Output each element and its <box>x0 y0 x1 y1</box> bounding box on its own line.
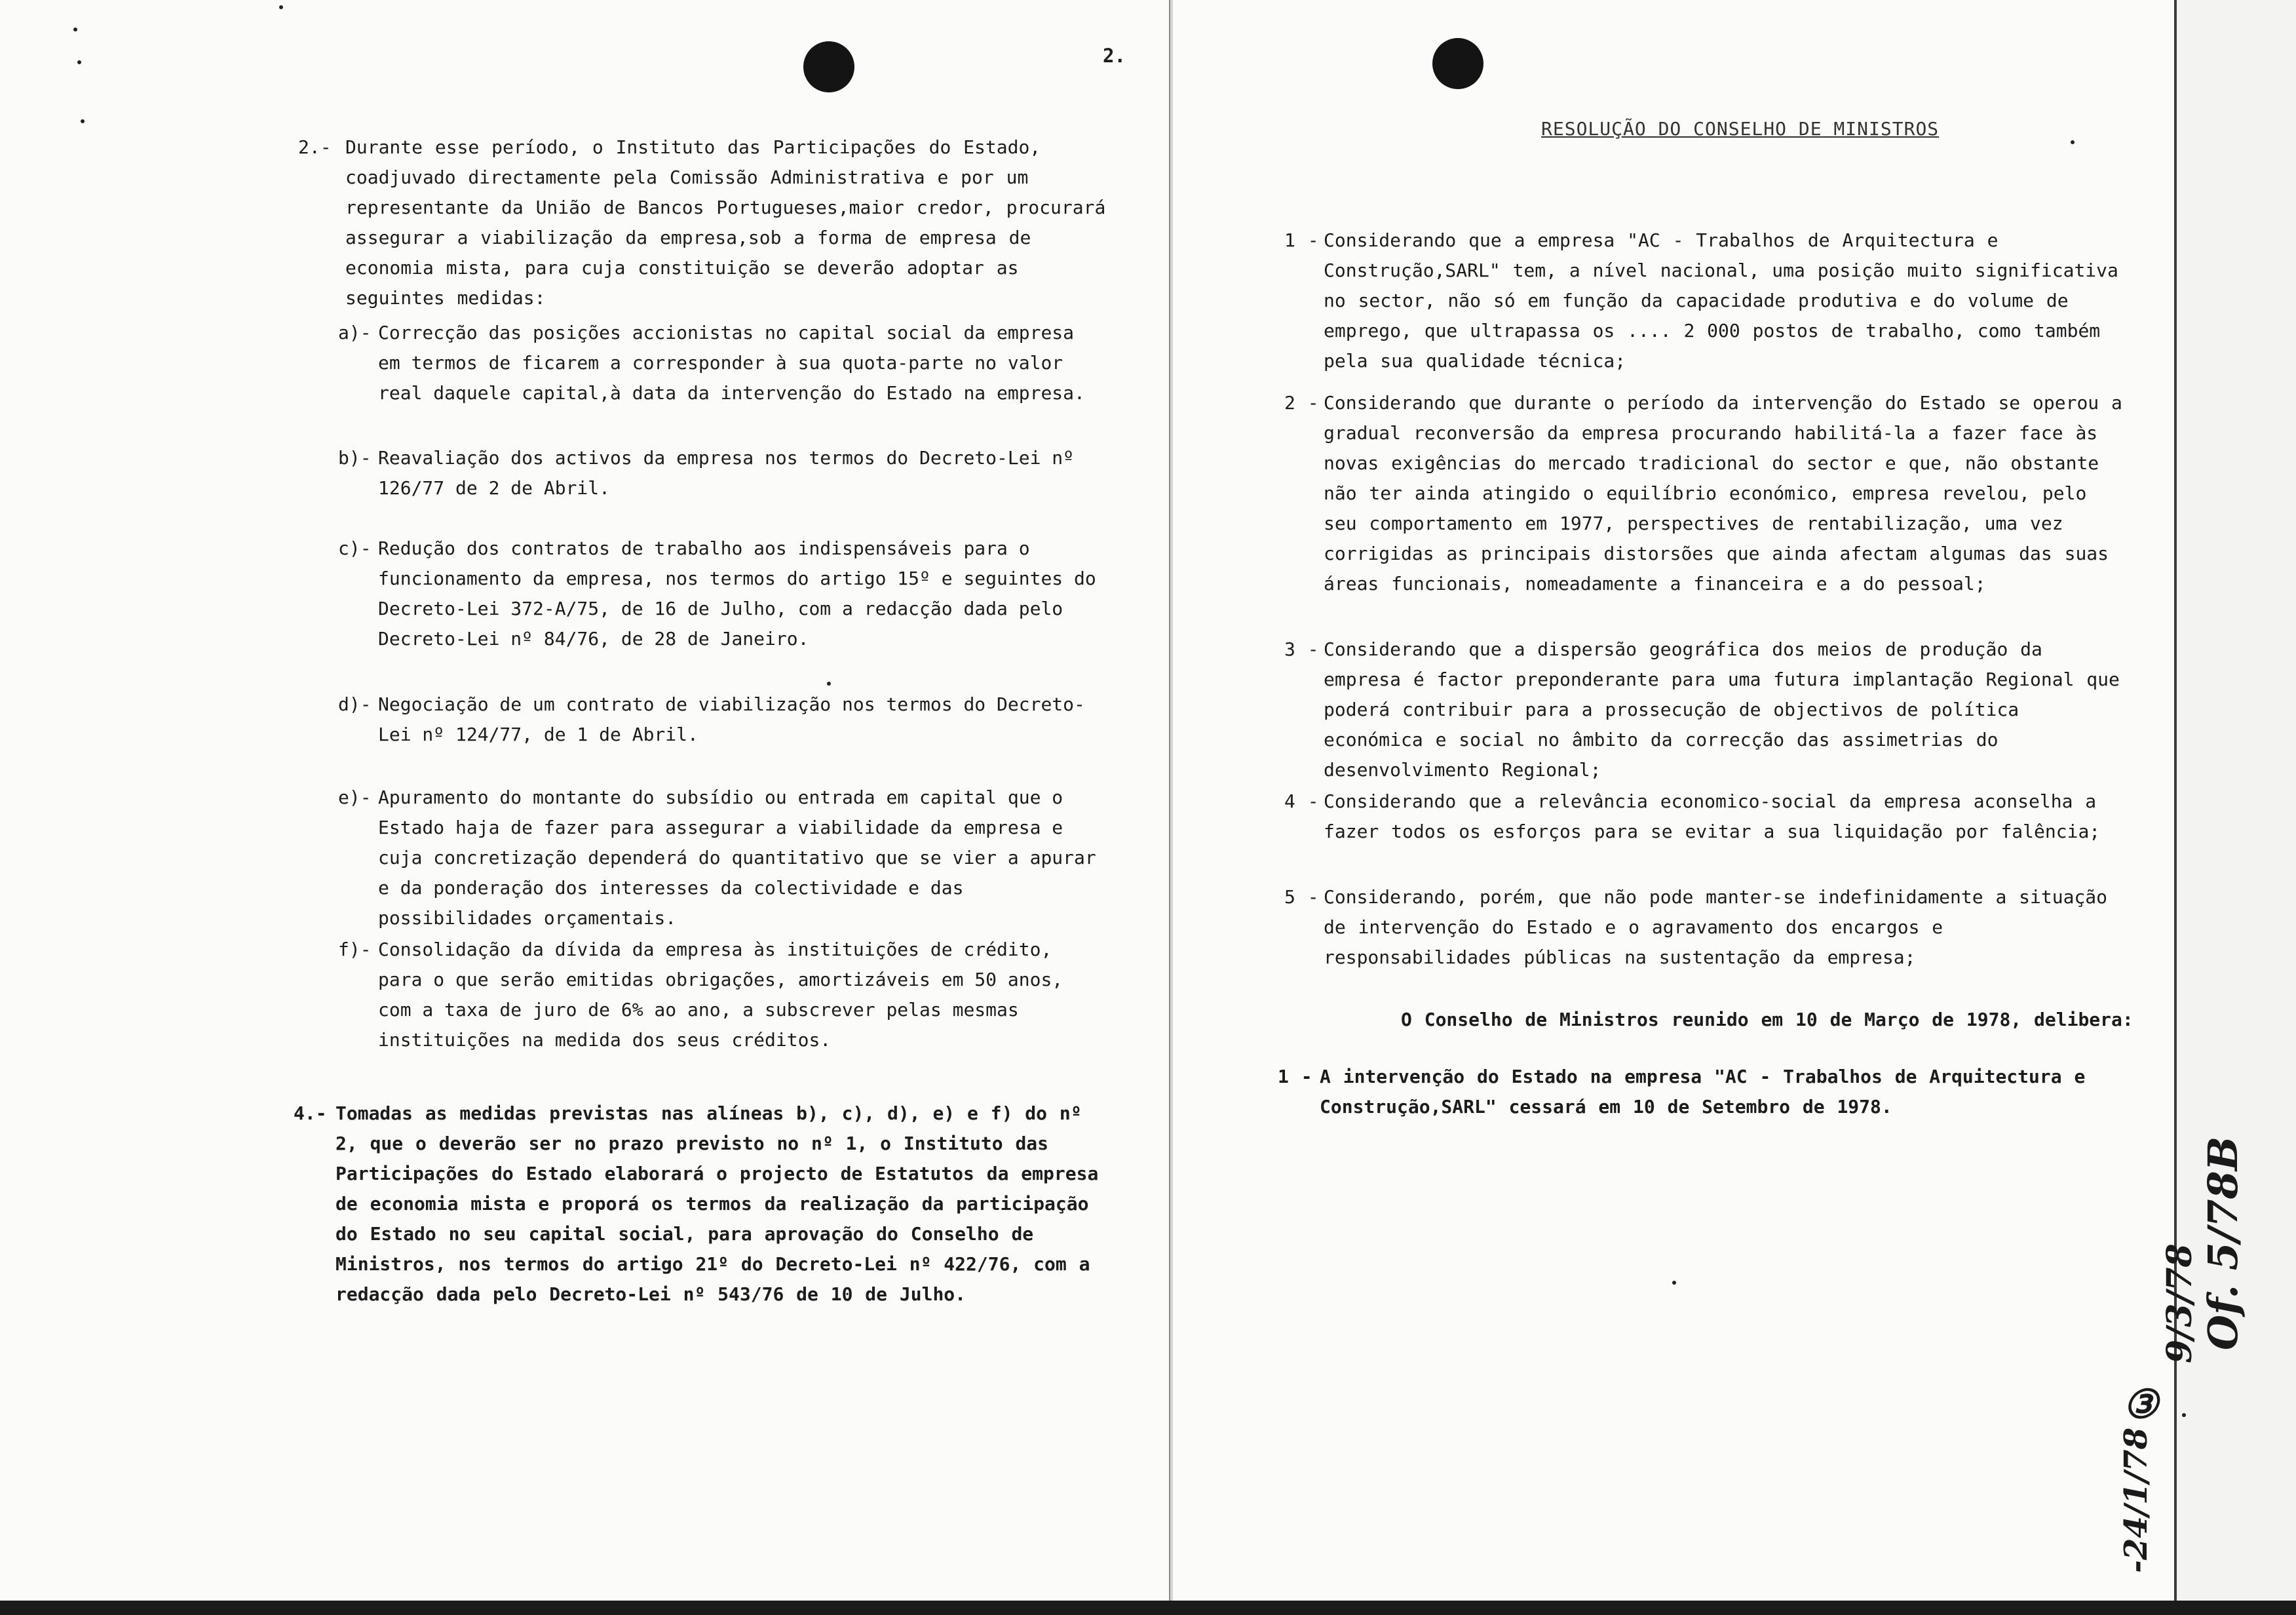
consideration-5 <box>1284 882 2130 973</box>
item-d-text: Negociação de um contrato de viabilização nos termos do Decreto-Lei nº 124/77, de 1 de Abril. <box>378 693 1085 745</box>
item-label-f: f)- <box>338 939 372 960</box>
paragraph-number: 2.- <box>298 136 332 158</box>
item-c-text: Redução dos contratos de trabalho aos indispensáveis para o funcionamento da empresa, nos termos do artigo 15º e seguintes do Decreto-Lei 372-A/75, de 16 de Julho, com a redacção dada pelo Decreto-Lei nº 84/76, de 28 de Janeiro. <box>378 537 1096 650</box>
consideration-text: Considerando que a dispersão geográfica dos meios de produção da empresa é factor preponderante para uma futura implantação Regional que poderá contribuir para a prossecução de objectivos de política económica e social no âmbito da correcção das assimetrias do desenvolvimento Regional; <box>1324 638 2120 781</box>
item-f-text: Consolidação da dívida da empresa às instituições de crédito, para o que serão emitidas obrigações, amortizáveis em 50 anos, com a taxa de juro de 6% ao ano, a subscrever pelas mesmas instituições na medida dos seus créditos. <box>378 939 1063 1051</box>
scan-speck <box>1672 1281 1676 1285</box>
scan-speck <box>73 28 77 31</box>
consideration-1 <box>1284 225 2130 376</box>
handwritten-note-reference: Of. 5/78B <box>2199 1136 2247 1350</box>
adjacent-page-strip <box>2174 0 2296 1615</box>
deliberation-intro: O Conselho de Ministros reunido em 10 de Março de 1978, delibera: <box>1401 1009 2133 1030</box>
consideration-3 <box>1284 634 2130 785</box>
consideration-text: Considerando que a relevância economico-social da empresa aconselha a fazer todos os esforços para se evitar a sua liquidação por falência; <box>1324 790 2101 842</box>
consideration-number: 1 - <box>1284 229 1319 251</box>
consideration-number: 5 - <box>1284 886 1319 908</box>
scan-bottom-edge <box>0 1601 2296 1615</box>
item-b-text: Reavaliação dos activos da empresa nos termos do Decreto-Lei nº 126/77 de 2 de Abril. <box>378 447 1075 499</box>
punch-hole-right <box>1432 38 1483 89</box>
consideration-4 <box>1284 787 2130 847</box>
consideration-number: 2 - <box>1284 392 1319 414</box>
handwritten-note-date-2: -24/1/78 <box>2118 1428 2154 1573</box>
paragraph-text: Tomadas as medidas previstas nas alíneas b), c), d), e) e f) do nº 2, que o deverão ser no prazo previsto no nº 1, o Instituto das Participações do Estado elaborará o projecto de Estatutos da empresa de economia mista e proporá os termos da realização da participação do Estado no seu capital social, para aprovação do Conselho de Ministros, nos termos do artigo 21º do Decreto-Lei nº 422/76, com a redacção dada pelo Decreto-Lei nº 543/76 de 10 de Julho. <box>335 1102 1099 1305</box>
scan-speck <box>2071 140 2075 144</box>
paragraph-2 <box>298 132 1111 313</box>
paragraph-number: 4.- <box>294 1102 327 1124</box>
consideration-number: 4 - <box>1284 790 1319 812</box>
scan-speck <box>81 119 85 123</box>
item-label-c: c)- <box>338 537 372 559</box>
deliberation-number: 1 - <box>1278 1066 1312 1087</box>
consideration-text: Considerando que a empresa "AC - Trabalhos de Arquitectura e Construção,SARL" tem, a nível nacional, uma posição muito significativa no sector, não só em função da capacidade produtiva e do volume de emprego, que ultrapassa os .... 2 000 postos de trabalho, como também pela sua qualidade técnica; <box>1324 229 2118 372</box>
page-number: 2. <box>1103 45 1126 67</box>
item-label-d: d)- <box>338 693 372 715</box>
scan-speck <box>2182 1413 2186 1417</box>
consideration-number: 3 - <box>1284 638 1319 660</box>
item-e-text: Apuramento do montante do subsídio ou entrada em capital que o Estado haja de fazer para assegurar a viabilidade da empresa e cuja concretização dependerá do quantitativo que se vier a apurar e da ponderação dos interesses da colectividade e das possibilidades orçamentais. <box>378 787 1096 929</box>
item-label-e: e)- <box>338 787 372 808</box>
scan-speck <box>77 60 81 64</box>
item-a-text: Correcção das posições accionistas no capital social da empresa em termos de ficarem a corresponder à sua quota-parte no valor real daquele capital,à data da intervenção do Estado na empresa. <box>378 322 1085 404</box>
deliberation-1 <box>1278 1062 2130 1122</box>
consideration-2 <box>1284 388 2130 599</box>
consideration-text: Considerando, porém, que não pode manter-se indefinidamente a situação de intervenção do Estado e o agravamento dos encargos e responsabilidades públicas na sustentação da empresa; <box>1324 886 2108 968</box>
item-label-a: a)- <box>338 322 372 343</box>
scan-speck <box>827 682 831 686</box>
handwritten-note-date: 9/3/78 <box>2160 1243 2200 1363</box>
paragraph-text: Durante esse período, o Instituto das Participações do Estado, coadjuvado directamente pela Comissão Administrativa e por um representante da União de Bancos Portugueses,maior credor, procurará assegurar a viabilização da empresa,sob a forma de empresa de economia mista, para cuja constituição se deverão adoptar as seguintes medidas: <box>345 136 1106 309</box>
scan-speck <box>279 5 283 9</box>
handwritten-circled-mark: ③ <box>2123 1382 2158 1428</box>
item-label-b: b)- <box>338 447 372 469</box>
resolution-title: RESOLUÇÃO DO CONSELHO DE MINISTROS <box>1541 118 1940 140</box>
deliberation-text: A intervenção do Estado na empresa "AC - Trabalhos de Arquitectura e Construção,SARL" cessará em 10 de Setembro de 1978. <box>1320 1066 2086 1118</box>
punch-hole-left <box>803 41 854 92</box>
paragraph-4 <box>294 1099 1111 1310</box>
consideration-text: Considerando que durante o período da intervenção do Estado se operou a gradual reconversão da empresa procurando habilitá-la a fazer face às novas exigências do mercado tradicional do sector e que, não obstante não ter ainda atingido o equilíbrio económico, empresa revelou, pelo seu comportamento em 1977, perspectives de rentabilização, uma vez corrigidas as principais distorsões que ainda afectam algumas das suas áreas funcionais, nomeadamente a financeira e a do pessoal; <box>1324 392 2122 594</box>
